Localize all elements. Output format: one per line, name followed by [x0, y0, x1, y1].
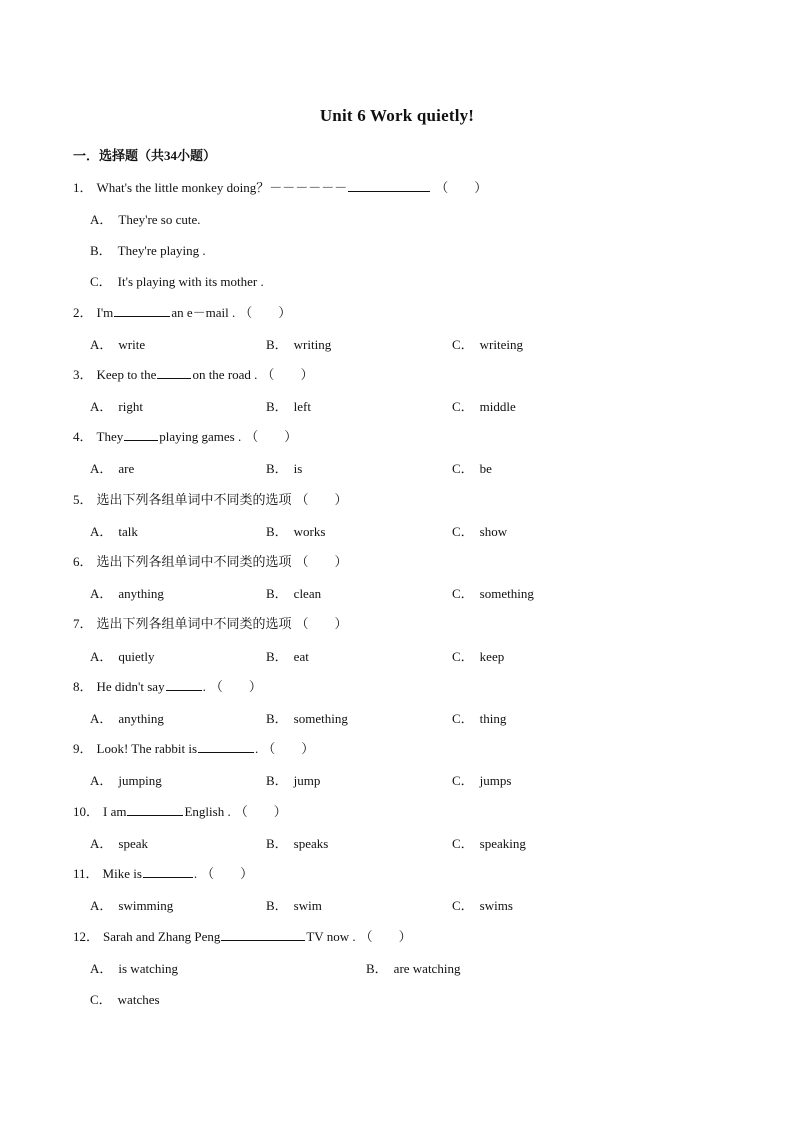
- option-text: anything: [118, 586, 164, 601]
- option-text: speaks: [293, 836, 329, 851]
- question-stem: Keep to the: [96, 367, 157, 382]
- question-3: [73, 364, 313, 383]
- option-8-b[interactable]: [266, 708, 348, 727]
- question-4: [73, 426, 297, 445]
- option-text: keep: [479, 649, 505, 664]
- question-2: [73, 302, 291, 321]
- option-text: is: [293, 461, 303, 476]
- answer-parentheses: （ ）: [295, 554, 348, 569]
- question-stem: Sarah and Zhang Peng: [103, 929, 221, 944]
- option-text: speak: [118, 836, 148, 851]
- option-6-b[interactable]: [266, 583, 321, 602]
- question-stem: 选出下列各组单词中不同类的选项: [96, 616, 292, 631]
- question-stem: I'm: [96, 305, 114, 320]
- question-11: [73, 863, 253, 882]
- option-letter: B．: [266, 399, 288, 414]
- option-letter: C．: [452, 898, 474, 913]
- option-letter: B．: [266, 898, 288, 913]
- option-3-b[interactable]: [266, 396, 311, 415]
- option-letter: A．: [90, 711, 113, 726]
- option-2-a[interactable]: [90, 334, 145, 353]
- option-letter: B．: [266, 773, 288, 788]
- option-9-b[interactable]: [266, 770, 320, 789]
- option-letter: C．: [452, 399, 474, 414]
- option-text: talk: [118, 524, 138, 539]
- option-4-b[interactable]: [266, 458, 302, 477]
- option-letter: B．: [266, 836, 288, 851]
- option-9-c[interactable]: [452, 770, 511, 789]
- answer-parentheses: （ ）: [239, 305, 292, 320]
- option-text: watches: [117, 992, 160, 1007]
- answer-blank: [348, 179, 430, 192]
- option-text: eat: [293, 649, 309, 664]
- question-1: [73, 177, 487, 196]
- question-stem: 选出下列各组单词中不同类的选项: [96, 554, 292, 569]
- option-text: are: [118, 461, 135, 476]
- question-number: 10．: [73, 804, 100, 819]
- option-letter: B．: [266, 711, 288, 726]
- option-11-b[interactable]: [266, 895, 322, 914]
- question-8: [73, 676, 262, 695]
- option-7-a[interactable]: [90, 646, 155, 665]
- option-6-c[interactable]: [452, 583, 534, 602]
- question-stem-end: playing games .: [159, 429, 242, 444]
- option-text: jump: [293, 773, 321, 788]
- option-letter: C．: [452, 836, 474, 851]
- option-10-b[interactable]: [266, 833, 328, 852]
- question-stem: Look! The rabbit is: [96, 741, 198, 756]
- option-4-a[interactable]: [90, 458, 134, 477]
- question-number: 2．: [73, 305, 93, 320]
- question-stem: Mike is: [102, 866, 142, 881]
- question-stem-end: TV now .: [306, 929, 356, 944]
- question-7: [73, 613, 348, 632]
- option-letter: A．: [90, 399, 113, 414]
- answer-parentheses: （ ）: [201, 866, 254, 881]
- question-stem: He didn't say: [96, 679, 165, 694]
- option-12-b[interactable]: [366, 958, 460, 977]
- answer-parentheses: （ ）: [359, 929, 412, 944]
- answer-blank: [127, 803, 183, 816]
- page-title: Unit 6 Work quietly!: [319, 106, 475, 125]
- answer-blank: [157, 366, 191, 379]
- question-number: 5．: [73, 492, 93, 507]
- option-2-b[interactable]: [266, 334, 331, 353]
- question-number: 9．: [73, 741, 93, 756]
- option-letter: B．: [90, 243, 112, 258]
- option-letter: B．: [266, 649, 288, 664]
- question-stem: They: [96, 429, 124, 444]
- question-6: [73, 551, 348, 570]
- question-number: 12．: [73, 929, 100, 944]
- question-stem-end: .: [255, 741, 259, 756]
- question-stem: I am: [103, 804, 127, 819]
- option-12-a[interactable]: [90, 958, 178, 977]
- answer-blank: [198, 740, 254, 753]
- option-letter: B．: [266, 337, 288, 352]
- option-letter: C．: [452, 461, 474, 476]
- option-letter: C．: [90, 992, 112, 1007]
- option-letter: C．: [452, 711, 474, 726]
- question-stem-end: .: [193, 866, 198, 881]
- option-letter: A．: [90, 836, 113, 851]
- option-text: something: [293, 711, 348, 726]
- answer-parentheses: （ ）: [234, 804, 287, 819]
- question-9: [73, 738, 314, 757]
- option-2-c[interactable]: [452, 334, 523, 353]
- answer-parentheses: （ ）: [435, 180, 488, 195]
- answer-blank: [221, 928, 305, 941]
- question-number: 11．: [73, 866, 99, 881]
- question-12: [73, 926, 412, 945]
- option-11-c[interactable]: [452, 895, 513, 914]
- option-7-c[interactable]: [452, 646, 504, 665]
- answer-parentheses: （ ）: [262, 741, 315, 756]
- option-letter: B．: [266, 524, 288, 539]
- question-number: 1．: [73, 180, 93, 195]
- option-letter: C．: [452, 586, 474, 601]
- option-text: write: [118, 337, 146, 352]
- option-text: are watching: [393, 961, 461, 976]
- option-3-a[interactable]: [90, 396, 143, 415]
- option-letter: A．: [90, 961, 113, 976]
- question-stem-end: .: [202, 679, 206, 694]
- option-text: anything: [118, 711, 164, 726]
- question-stem-end: on the road .: [192, 367, 258, 382]
- option-letter: C．: [452, 524, 474, 539]
- answer-parentheses: （ ）: [245, 429, 298, 444]
- option-letter: C．: [452, 649, 474, 664]
- option-text: quietly: [118, 649, 155, 664]
- option-letter: A．: [90, 898, 113, 913]
- option-letter: A．: [90, 586, 113, 601]
- option-letter: B．: [266, 461, 288, 476]
- option-letter: B．: [266, 586, 288, 601]
- question-5: [73, 489, 348, 508]
- option-text: something: [479, 586, 534, 601]
- option-text: middle: [479, 399, 516, 414]
- option-text: right: [118, 399, 143, 414]
- option-text: They're playing .: [117, 243, 206, 258]
- answer-parentheses: （ ）: [295, 616, 348, 631]
- option-text: It's playing with its mother .: [117, 274, 264, 289]
- option-5-c[interactable]: [452, 521, 507, 540]
- option-text: swim: [293, 898, 322, 913]
- option-text: jumps: [479, 773, 512, 788]
- option-letter: A．: [90, 461, 113, 476]
- option-9-a[interactable]: [90, 770, 162, 789]
- question-number: 4．: [73, 429, 93, 444]
- answer-parentheses: （ ）: [209, 679, 262, 694]
- option-letter: A．: [90, 773, 113, 788]
- question-number: 6．: [73, 554, 93, 569]
- option-8-c[interactable]: [452, 708, 506, 727]
- option-4-c[interactable]: [452, 458, 492, 477]
- section-heading: 一．选择题（共34小题）: [73, 148, 217, 163]
- option-text: show: [479, 524, 508, 539]
- option-1-c[interactable]: [90, 271, 264, 290]
- option-text: swimming: [118, 898, 174, 913]
- option-text: is watching: [118, 961, 178, 976]
- option-text: be: [479, 461, 492, 476]
- option-8-a[interactable]: [90, 708, 164, 727]
- answer-parentheses: （ ）: [295, 492, 348, 507]
- question-stem: 选出下列各组单词中不同类的选项: [96, 492, 292, 507]
- option-11-a[interactable]: [90, 895, 173, 914]
- option-10-c[interactable]: [452, 833, 526, 852]
- option-1-b[interactable]: [90, 240, 206, 259]
- answer-blank: [114, 304, 170, 317]
- option-text: left: [293, 399, 311, 414]
- option-letter: B．: [366, 961, 388, 976]
- option-text: swims: [479, 898, 513, 913]
- option-letter: A．: [90, 649, 113, 664]
- option-12-c[interactable]: [90, 989, 160, 1008]
- option-letter: C．: [452, 337, 474, 352]
- option-text: jumping: [118, 773, 162, 788]
- question-number: 3．: [73, 367, 93, 382]
- question-number: 8．: [73, 679, 93, 694]
- option-letter: A．: [90, 524, 113, 539]
- option-letter: C．: [90, 274, 112, 289]
- option-letter: C．: [452, 773, 474, 788]
- option-letter: A．: [90, 212, 113, 227]
- option-10-a[interactable]: [90, 833, 148, 852]
- option-text: writeing: [479, 337, 523, 352]
- option-text: They're so cute.: [118, 212, 201, 227]
- answer-blank: [143, 865, 193, 878]
- answer-blank: [124, 428, 158, 441]
- option-text: writing: [293, 337, 332, 352]
- option-5-a[interactable]: [90, 521, 138, 540]
- answer-parentheses: （ ）: [261, 367, 314, 382]
- option-text: works: [293, 524, 326, 539]
- question-stem-end: English .: [184, 804, 231, 819]
- option-letter: A．: [90, 337, 113, 352]
- option-3-c[interactable]: [452, 396, 516, 415]
- option-7-b[interactable]: [266, 646, 309, 665]
- answer-blank: [166, 678, 202, 691]
- question-stem: What's the little monkey doing？－－－－－－: [96, 180, 348, 195]
- option-6-a[interactable]: [90, 583, 164, 602]
- question-stem-end: an e－mail .: [171, 305, 236, 320]
- question-number: 7．: [73, 616, 93, 631]
- option-1-a[interactable]: [90, 209, 201, 228]
- option-5-b[interactable]: [266, 521, 325, 540]
- option-text: clean: [293, 586, 322, 601]
- option-text: thing: [479, 711, 507, 726]
- question-10: [73, 801, 287, 820]
- option-text: speaking: [479, 836, 526, 851]
